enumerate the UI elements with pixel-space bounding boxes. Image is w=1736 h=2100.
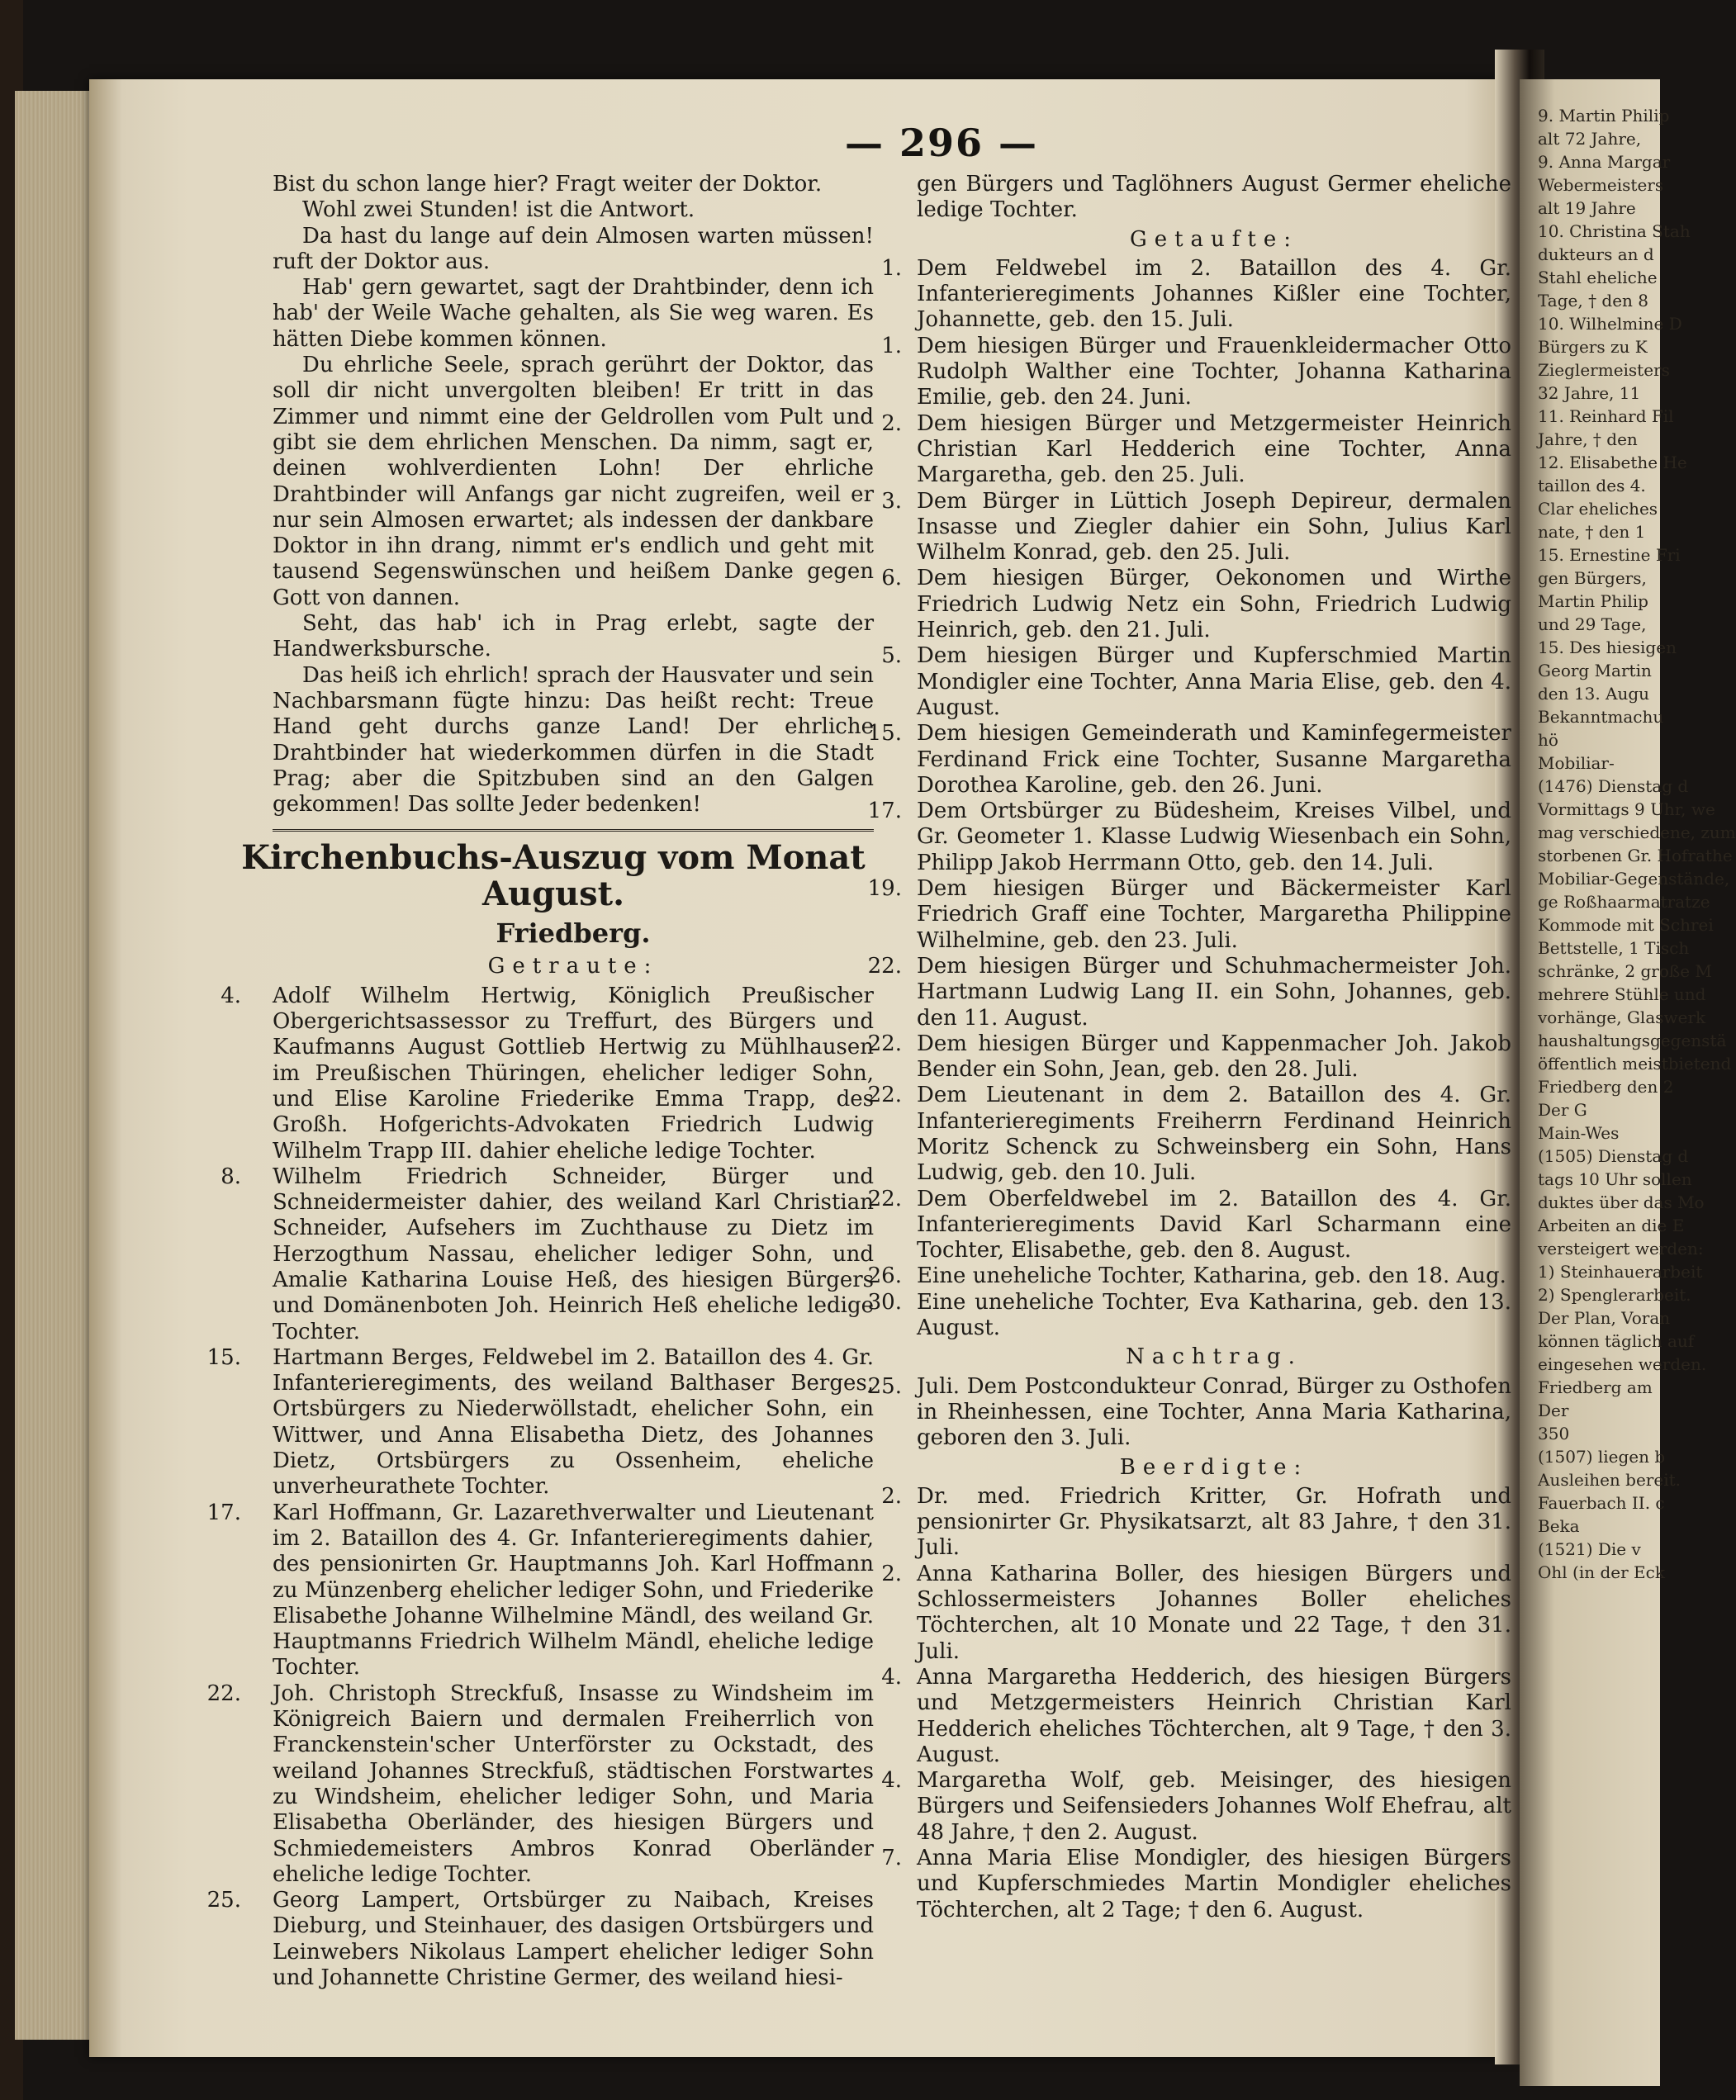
facing-page-line: Bettstelle, 1 Tisch bbox=[1538, 938, 1690, 958]
facing-page-line: gen Bürgers, bbox=[1538, 568, 1647, 588]
story-paragraph: Seht, das hab' ich in Prag erlebt, sagte der Handwerksbursche. bbox=[273, 611, 874, 662]
getaufte-heading: Getaufte: bbox=[1129, 226, 1299, 252]
facing-page-line: Martin Philip bbox=[1538, 591, 1648, 611]
entry-text: Dem Lieutenant in dem 2. Bataillon des 4. Gr. Infanterieregiments Freiherrn Ferdinand Heinrich Moritz Schenck zu Schweinsberg ein Sohn, Hans Ludwig, geb. den 10. Juli. bbox=[917, 1083, 1511, 1186]
facing-page-line: und 29 Tage, bbox=[1538, 614, 1647, 634]
facing-page-line: Vormittags 9 Uhr, we bbox=[1538, 799, 1715, 819]
entry-day-number: 17. bbox=[867, 799, 902, 824]
entry-text: Dem Bürger in Lüttich Joseph Depireur, dermalen Insasse und Ziegler dahier ein Sohn, Julius Karl Wilhelm Konrad, geb. den 25. Juli. bbox=[917, 488, 1511, 566]
facing-page-line: 32 Jahre, 11 bbox=[1538, 383, 1641, 403]
entry-day-number: 4. bbox=[221, 983, 241, 1008]
register-entry bbox=[206, 1680, 874, 1888]
facing-page-line: 2) Spenglerarbeit. bbox=[1538, 1285, 1691, 1305]
facing-page-line: 350 bbox=[1538, 1424, 1570, 1443]
facing-page-line: eingesehen werden. bbox=[1538, 1354, 1707, 1374]
facing-page-line: Friedberg den 2 bbox=[1538, 1077, 1674, 1097]
entry-text: Dem hiesigen Bürger und Metzgermeister Heinrich Christian Karl Hedderich eine Tochter, Anna Margaretha, geb. den 25. Juli. bbox=[917, 410, 1511, 488]
register-entry bbox=[881, 1483, 1511, 1562]
register-entry bbox=[867, 876, 1511, 954]
entry-text: Margaretha Wolf, geb. Meisinger, des hiesigen Bürgers und Seifensieders Johannes Wolf Ehefrau, alt 48 Jahre, † den 2. August. bbox=[917, 1768, 1511, 1845]
facing-page-line: Fauerbach II. c bbox=[1538, 1493, 1665, 1513]
getraute-heading: Getraute: bbox=[487, 954, 659, 979]
register-entry bbox=[881, 410, 1511, 489]
story-paragraphs bbox=[273, 172, 874, 818]
entry-day-number: 2. bbox=[881, 1561, 902, 1586]
entry-text: Anna Margaretha Hedderich, des hiesigen Bürgers und Metzgermeisters Heinrich Christian Karl Hedderich eheliches Töchterchen, alt 9 Tage, † den 3. August. bbox=[917, 1664, 1511, 1767]
entry-text: Wilhelm Friedrich Schneider, Bürger und Schneidermeister dahier, des weiland Karl Christian Schneider, Aufsehers im Zuchthause zu Dietz im Herzogthum Nassau, ehelicher lediger Sohn, und Amalie Katharina Louise Heß, des hiesigen Bürgers und Domänenboten Joh. Heinrich Heß eheliche ledige Tochter. bbox=[273, 1164, 874, 1344]
facing-page-line: mag verschiedene, zum bbox=[1538, 822, 1736, 842]
facing-page-line: 12. Elisabethe He bbox=[1538, 453, 1687, 472]
facing-page-line: (1507) liegen b bbox=[1538, 1447, 1666, 1467]
register-entry bbox=[867, 953, 1511, 1031]
facing-page-line: schränke, 2 große M bbox=[1538, 961, 1712, 981]
entry-day-number: 22. bbox=[206, 1680, 241, 1706]
register-entry bbox=[881, 1664, 1511, 1768]
entry-text: Dem Feldwebel im 2. Bataillon des 4. Gr. Infanterieregiments Johannes Kißler eine Tochter, Johannette, geb. den 15. Juli. bbox=[917, 255, 1511, 333]
entry-text: Eine uneheliche Tochter, Katharina, geb. den 18. Aug. bbox=[917, 1263, 1506, 1289]
facing-page-line: öffentlich meistbietend bbox=[1538, 1054, 1732, 1074]
facing-page-line: nate, † den 1 bbox=[1538, 522, 1646, 542]
story-paragraph: Da hast du lange auf dein Almosen warten müssen! ruft der Doktor aus. bbox=[273, 223, 874, 274]
entry-text: Dem hiesigen Bürger und Schuhmachermeister Joh. Hartmann Ludwig Lang II. ein Sohn, Johannes, geb. den 11. August. bbox=[917, 953, 1511, 1031]
facing-page-line: den 13. Augu bbox=[1538, 684, 1650, 704]
register-entry bbox=[206, 1500, 874, 1681]
facing-page-line: 9. Martin Philip bbox=[1538, 106, 1670, 126]
entry-day-number: 30. bbox=[867, 1289, 902, 1315]
continuation-text: gen Bürgers und Taglöhners August Germer eheliche ledige Tochter. bbox=[917, 172, 1511, 223]
story-paragraph: Wohl zwei Stunden! ist die Antwort. bbox=[302, 197, 695, 223]
facing-page-line: 15. Ernestine Fri bbox=[1538, 545, 1681, 565]
beerdigte-heading: Beerdigte: bbox=[1119, 1454, 1309, 1480]
facing-page-line: 11. Reinhard Fil bbox=[1538, 406, 1674, 426]
facing-page-line: versteigert werden: bbox=[1538, 1239, 1704, 1259]
page-edges bbox=[15, 91, 97, 2040]
facing-page-line: (1505) Dienstag d bbox=[1538, 1146, 1689, 1166]
entry-text: Anna Maria Elise Mondigler, des hiesigen Bürgers und Kupferschmiedes Martin Mondigler eheliches Töchterchen, alt 2 Tage; † den 6. August. bbox=[917, 1846, 1511, 1922]
facing-page-line: Friedberg am bbox=[1538, 1377, 1653, 1397]
entry-day-number: 4. bbox=[881, 1768, 902, 1794]
facing-page-line: Mobiliar- bbox=[1538, 753, 1615, 773]
facing-page-line: taillon des 4. bbox=[1538, 476, 1646, 495]
register-entry bbox=[881, 1846, 1511, 1923]
nachtrag-heading: Nachtrag. bbox=[1126, 1344, 1302, 1370]
register-entry bbox=[867, 1031, 1511, 1083]
facing-page-line: Der G bbox=[1538, 1100, 1587, 1120]
facing-page-line: 15. Des hiesigen bbox=[1538, 638, 1677, 657]
facing-page-line: 1) Steinhauerarbeit bbox=[1538, 1262, 1703, 1282]
entry-text: Anna Katharina Boller, des hiesigen Bürgers und Schlossermeisters Johannes Boller eheliches Töchterchen, alt 10 Monate und 22 Tage, † den 31. Juli. bbox=[917, 1561, 1511, 1664]
facing-page-line: hö bbox=[1538, 730, 1558, 750]
entry-text: Dem hiesigen Gemeinderath und Kaminfegermeister Ferdinand Frick eine Tochter, Susanne Margaretha Dorothea Karoline, geb. den 26. Juni. bbox=[917, 721, 1511, 798]
facing-page-line: mehrere Stühle und bbox=[1538, 984, 1706, 1004]
entry-text: Dem hiesigen Bürger und Kupferschmied Martin Mondigler eine Tochter, Anna Maria Elise, geb. den 4. August. bbox=[917, 643, 1511, 720]
entry-day-number: 26. bbox=[867, 1263, 902, 1289]
facing-page-line: Webermeisters bbox=[1538, 175, 1664, 195]
entry-text: Dem hiesigen Bürger, Oekonomen und Wirthe Friedrich Ludwig Netz ein Sohn, Friedrich Ludwig Heinrich, geb. den 21. Juli. bbox=[917, 566, 1511, 643]
getaufte-list bbox=[867, 255, 1511, 1341]
facing-page bbox=[1520, 79, 1736, 2086]
entry-day-number: 6. bbox=[881, 566, 902, 591]
register-entry bbox=[881, 1561, 1511, 1665]
story-paragraph: Du ehrliche Seele, sprach gerührt der Doktor, das soll dir nicht unvergolten bleiben! Er tritt in das Zimmer und nimmt eine der Geldrollen vom Pult und gibt sie dem ehrlichen Menschen. Da nimm, sagt er, deinen wohlverdienten Lohn! Der ehrliche Drahtbinder will Anfangs gar nicht zugreifen, weil er nur sein Almosen erwartet; als indessen der dankbare Doktor in ihn drang, nimmt er's endlich und geht mit tausend Segenswünschen und heißem Danke gegen Gott von dannen. bbox=[273, 353, 874, 610]
entry-day-number: 15. bbox=[206, 1344, 241, 1370]
entry-text: Eine uneheliche Tochter, Eva Katharina, geb. den 13. August. bbox=[917, 1289, 1511, 1341]
facing-page-line: alt 19 Jahre bbox=[1538, 198, 1636, 218]
entry-day-number: 22. bbox=[867, 1031, 902, 1056]
story-paragraph: Das heiß ich ehrlich! sprach der Hausvater und sein Nachbarsmann fügte hinzu: Das heißt recht: Treue Hand geht durchs ganze Land! Der ehrliche Drahtbinder hat wiederkommen dürfen in die Stadt Prag; aber die Spitzbuben sind an den Galgen gekommen! Das sollte Jeder bedenken! bbox=[273, 662, 874, 818]
entry-day-number: 22. bbox=[867, 1186, 902, 1211]
facing-page-line: Tage, † den 8 bbox=[1538, 291, 1649, 310]
entry-text: Georg Lampert, Ortsbürger zu Naibach, Kreises Dieburg, und Steinhauer, des dasigen Ortsbürgers und Leinwebers Nikolaus Lampert ehelicher lediger Sohn und Johannette Christine Germer, des weiland hiesi- bbox=[273, 1888, 874, 1990]
facing-page-line: Mobiliar-Gegenstände, bbox=[1538, 869, 1730, 889]
facing-page-line: duktes über das Mo bbox=[1538, 1192, 1705, 1212]
register-entry bbox=[867, 799, 1511, 876]
facing-page-line: Clar eheliches bbox=[1538, 499, 1658, 519]
entry-text: Karl Hoffmann, Gr. Lazarethverwalter und Lieutenant im 2. Bataillon des 4. Gr. Infanterieregiments dahier, des pensionirten Gr. Hauptmanns Joh. Karl Hoffmann zu Münzenberg ehelicher lediger Sohn, und Friederike Elisabethe Johanne Wilhelmine Mändl, des weiland Gr. Hauptmanns Friedrich Wilhelm Mändl, eheliche ledige Tochter. bbox=[273, 1500, 874, 1680]
facing-page-line: Stahl eheliche bbox=[1538, 268, 1658, 287]
facing-page-line: Bürgers zu K bbox=[1538, 337, 1648, 357]
register-entry bbox=[881, 1768, 1511, 1846]
right-column bbox=[867, 172, 1511, 1923]
entry-text: Hartmann Berges, Feldwebel im 2. Bataillon des 4. Gr. Infanterieregiments, des weiland Balthaser Berges, Ortsbürgers zu Niederwöllstadt, ehelicher Sohn, ein Wittwer, und Anna Elisabetha Dietz, des Johannes Dietz, Ortsbürgers zu Ossenheim, eheliche unverheurathete Tochter. bbox=[273, 1344, 874, 1500]
facing-page-line: storbenen Gr. Hofrathe bbox=[1538, 846, 1733, 865]
entry-day-number: 22. bbox=[867, 953, 902, 979]
facing-page-line: Kommode mit Schrei bbox=[1538, 915, 1714, 935]
town-heading: Friedberg. bbox=[496, 917, 651, 950]
entry-day-number: 15. bbox=[867, 721, 902, 747]
facing-page-line: (1521) Die v bbox=[1538, 1539, 1641, 1559]
section-title: Kirchenbuchs-Auszug vom Monat August. bbox=[241, 838, 866, 914]
story-paragraph: Bist du schon lange hier? Fragt weiter der Doktor. bbox=[273, 172, 823, 197]
entry-day-number: 25. bbox=[867, 1373, 902, 1399]
facing-page-line: Beka bbox=[1538, 1516, 1580, 1536]
entry-text: Dem Oberfeldwebel im 2. Bataillon des 4. Gr. Infanterieregiments David Karl Scharmann eine Tochter, Elisabethe, geb. den 8. August. bbox=[917, 1186, 1511, 1263]
entry-day-number: 1. bbox=[881, 333, 902, 358]
facing-page-line: Main-Wes bbox=[1538, 1123, 1620, 1143]
entry-day-number: 2. bbox=[881, 1483, 902, 1509]
register-entry bbox=[867, 1263, 1511, 1289]
page-number: — 296 — bbox=[844, 121, 1039, 165]
entry-text: Dem Ortsbürger zu Büdesheim, Kreises Vilbel, und Gr. Geometer 1. Klasse Ludwig Wiesenbach ein Sohn, Philipp Jakob Herrmann Otto, geb. den 14. Juli. bbox=[917, 799, 1511, 875]
entry-day-number: 5. bbox=[881, 643, 902, 669]
register-entry bbox=[881, 488, 1511, 566]
entry-day-number: 25. bbox=[206, 1888, 241, 1913]
section-rule bbox=[273, 829, 874, 832]
register-entry bbox=[867, 1289, 1511, 1342]
register-entry bbox=[206, 1888, 874, 1991]
register-entry bbox=[867, 721, 1511, 799]
entry-day-number: 19. bbox=[867, 876, 902, 902]
facing-page-text bbox=[1538, 104, 1736, 1584]
left-column bbox=[206, 172, 874, 1991]
facing-page-line: 9. Anna Margar bbox=[1538, 152, 1671, 172]
entry-text: Dr. med. Friedrich Kritter, Gr. Hofrath und pensionirter Gr. Physikatsarzt, alt 83 Jahre, † den 31. Juli. bbox=[917, 1483, 1511, 1561]
facing-page-line: können täglich auf bbox=[1538, 1331, 1695, 1351]
facing-page-line: vorhänge, Glaswerk bbox=[1538, 1007, 1706, 1027]
story-paragraph: Hab' gern gewartet, sagt der Drahtbinder, denn ich hab' der Weile Wache gehalten, als Sie weg waren. Es hätten Diebe kommen können. bbox=[273, 275, 874, 352]
facing-page-line: Bekanntmachu bbox=[1538, 707, 1664, 727]
facing-page-line: dukteurs an d bbox=[1538, 244, 1654, 264]
facing-page-line: (1476) Dienstag d bbox=[1538, 776, 1689, 796]
entry-day-number: 22. bbox=[867, 1083, 902, 1108]
facing-page-line: Der Plan, Voran bbox=[1538, 1308, 1671, 1328]
facing-page-line: alt 72 Jahre, bbox=[1538, 129, 1642, 149]
register-entry bbox=[206, 1344, 874, 1500]
entry-text: Juli. Dem Postcondukteur Conrad, Bürger zu Osthofen in Rheinhessen, eine Tochter, Anna Maria Katharina, geboren den 3. Juli. bbox=[917, 1373, 1511, 1451]
register-entry bbox=[881, 255, 1511, 334]
facing-page-line: 10. Wilhelmine D bbox=[1538, 314, 1682, 334]
facing-page-line: Zieglermeisters bbox=[1538, 360, 1670, 380]
facing-page-line: Jahre, † den bbox=[1538, 429, 1638, 449]
register-entry bbox=[221, 1164, 874, 1345]
entry-text: Dem hiesigen Bürger und Kappenmacher Joh. Jakob Bender ein Sohn, Jean, geb. den 28. Juli. bbox=[917, 1031, 1511, 1083]
entry-day-number: 1. bbox=[881, 255, 902, 281]
getraute-list bbox=[206, 983, 874, 1992]
entry-day-number: 8. bbox=[221, 1164, 241, 1189]
register-entry bbox=[881, 333, 1511, 411]
entry-day-number: 7. bbox=[881, 1846, 902, 1870]
register-entry bbox=[221, 983, 874, 1164]
beerdigte-list bbox=[881, 1483, 1511, 1923]
nachtrag-list bbox=[867, 1373, 1511, 1452]
entry-text: Dem hiesigen Bürger und Bäckermeister Karl Friedrich Graff eine Tochter, Margaretha Philippine Wilhelmine, geb. den 23. Juli. bbox=[917, 876, 1511, 953]
entry-text: Dem hiesigen Bürger und Frauenkleidermacher Otto Rudolph Walther eine Tochter, Johanna Katharina Emilie, geb. den 24. Juni. bbox=[917, 333, 1511, 410]
facing-page-line: Der bbox=[1538, 1401, 1569, 1420]
entry-day-number: 2. bbox=[881, 410, 902, 436]
entry-text: Adolf Wilhelm Hertwig, Königlich Preußischer Obergerichtsassessor zu Treffurt, des Bürgers und Kaufmanns August Gottlieb Hertwig zu Mühlhausen im Preußischen Thüringen, ehelicher lediger Sohn, und Elise Karoline Friederike Emma Trapp, des Großh. Hofgerichts-Advokaten Friedrich Ludwig Wilhelm Trapp III. dahier eheliche ledige Tochter. bbox=[273, 983, 874, 1164]
register-entry bbox=[867, 1186, 1511, 1264]
facing-page-line: Ausleihen bereit. bbox=[1538, 1470, 1681, 1490]
facing-page-line: 10. Christina Stah bbox=[1538, 221, 1691, 241]
register-entry bbox=[881, 566, 1511, 643]
facing-page-line: Ohl (in der Eck bbox=[1538, 1562, 1665, 1582]
register-entry bbox=[881, 643, 1511, 721]
entry-day-number: 3. bbox=[881, 488, 902, 514]
register-entry bbox=[867, 1373, 1511, 1452]
entry-day-number: 17. bbox=[206, 1500, 241, 1525]
register-entry bbox=[867, 1083, 1511, 1186]
facing-page-line: Georg Martin bbox=[1538, 661, 1652, 680]
facing-page-line: haushaltungsgegenstä bbox=[1538, 1031, 1727, 1050]
facing-page-line: ge Roßhaarmatratze bbox=[1538, 892, 1710, 912]
facing-page-line: Arbeiten an die E bbox=[1538, 1216, 1685, 1235]
facing-page-line: tags 10 Uhr sollen bbox=[1538, 1169, 1692, 1189]
entry-text: Joh. Christoph Streckfuß, Insasse zu Windsheim im Königreich Baiern und dermalen Freiherrlich von Franckenstein'scher Unterförster zu Ockstadt, des weiland Johannes Streckfuß, städtischen Forstwartes zu Windsheim, ehelicher lediger Sohn, und Maria Elisabetha Oberländer, des hiesigen Bürgers und Schmiedemeisters Ambros Konrad Oberländer eheliche ledige Tochter. bbox=[273, 1680, 874, 1887]
entry-day-number: 4. bbox=[881, 1664, 902, 1690]
